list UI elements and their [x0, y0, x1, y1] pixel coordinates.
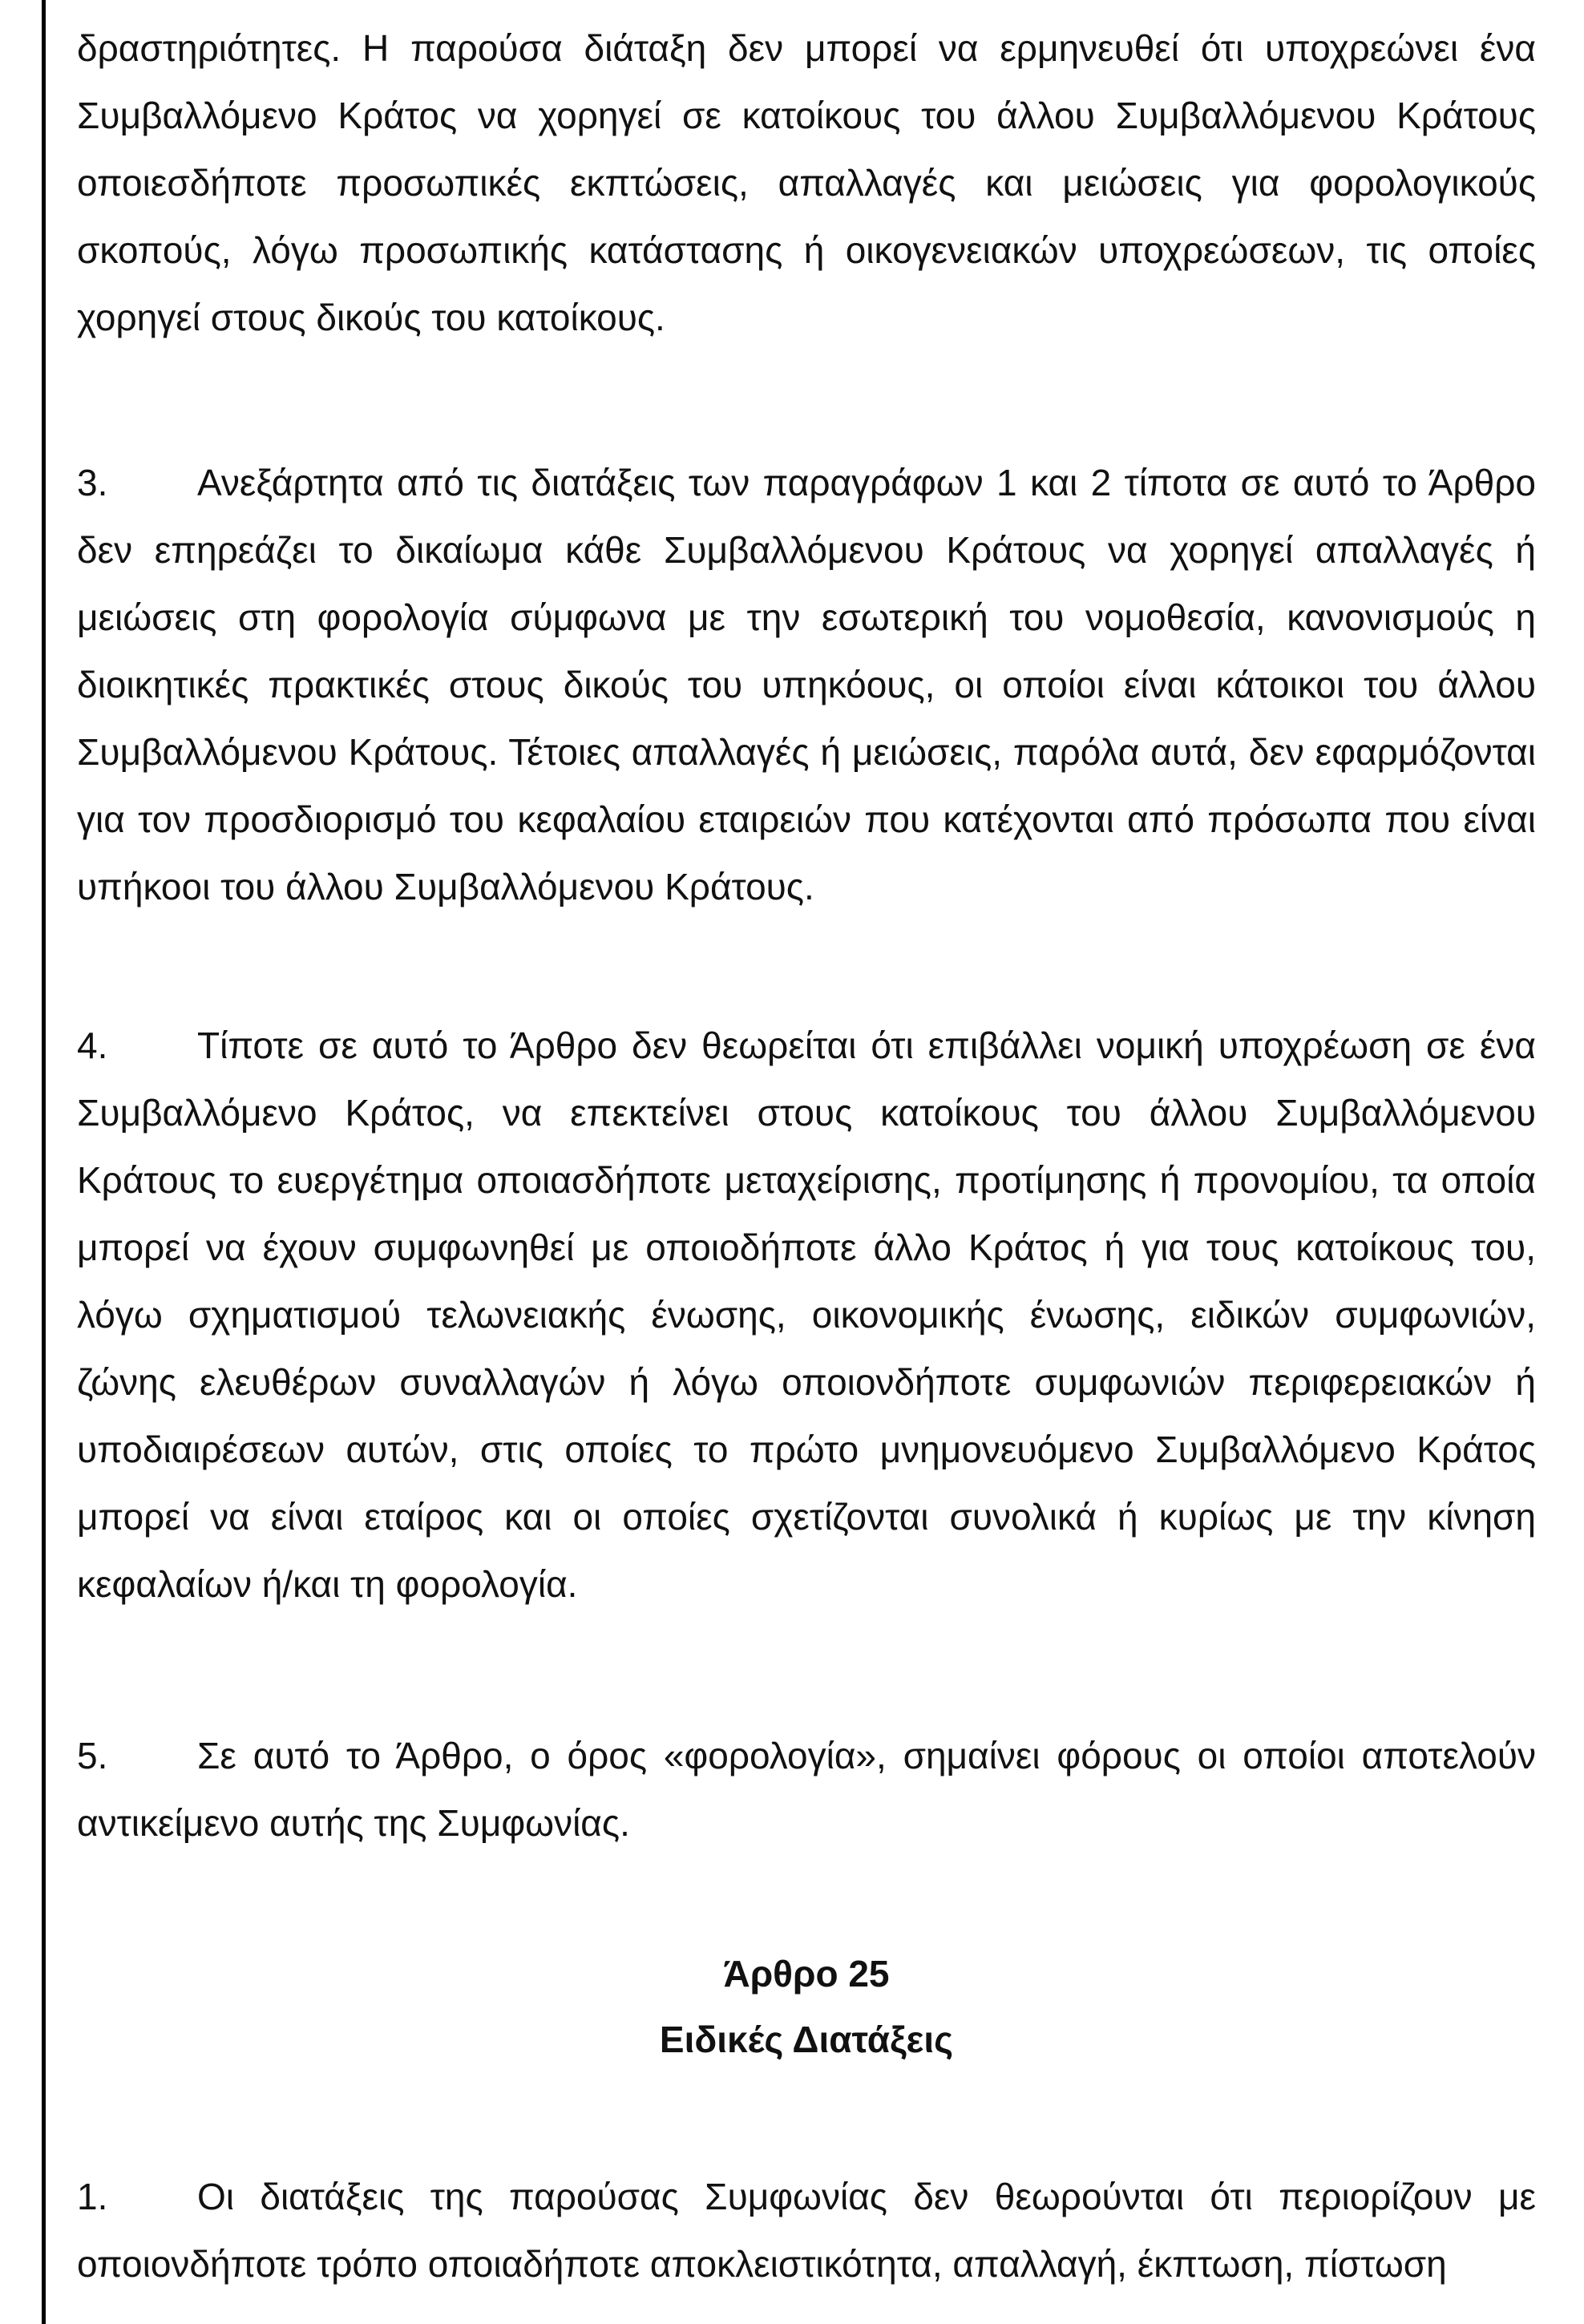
paragraph-4-text: Τίποτε σε αυτό το Άρθρο δεν θεωρείται ότι επιβάλλει νομική υποχρέωση σε ένα Συμβαλλόμενο Κράτος, να επεκτείνει στους κατοίκους του άλλου Συμβαλλόμενου Κράτους το ευεργέτημα οποιασδήποτε μεταχείρισης, προτίμησης ή προνομίου, τα οποία μπορεί να έχουν συμφωνηθεί με οποιοδήποτε άλλο Κράτος ή για τους κατοίκους του, λόγω σχηματισμού τελωνειακής ένωσης, οικονομικής ένωσης, ειδικών συμφωνιών, ζώνης ελευθέρων συναλλαγών ή λόγω οποιονδήποτε συμφωνιών περιφερειακών ή υποδιαιρέσεων αυτών, στις οποίες το πρώτο μνημονευόμενο Συμβαλλόμενο Κράτος μπορεί να είναι εταίρος και οι οποίες σχετίζονται συνολικά ή κυρίως με την κίνηση κεφαλαίων ή/και τη φορολογία. [77, 1025, 1536, 1605]
intro-paragraph [77, 14, 1536, 351]
paragraph-5 [77, 1722, 1536, 1857]
article-title: Άρθρο 25 [723, 1953, 890, 1995]
intro-paragraph-text: δραστηριότητες. Η παρούσα διάταξη δεν μπορεί να ερμηνευθεί ότι υποχρεώνει ένα Συμβαλλόμενο Κράτος να χορηγεί σε κατοίκους του άλλου Συμβαλλόμενου Κράτους οποιεσδήποτε προσωπικές εκπτώσεις, απαλλαγές και μειώσεις για φορολογικούς σκοπούς, λόγω προσωπικής κατάστασης ή οικογενειακών υποχρεώσεων, τις οποίες χορηγεί στους δικούς του κατοίκους. [77, 27, 1536, 338]
article-subtitle: Ειδικές Διατάξεις [659, 2019, 954, 2060]
left-margin-rule [42, 0, 46, 2324]
paragraph-3-number: 3. [77, 462, 108, 503]
article-25-paragraph-1 [77, 2163, 1536, 2298]
paragraph-3-text: Ανεξάρτητα από τις διατάξεις των παραγράφων 1 και 2 τίποτα σε αυτό το Άρθρο δεν επηρεάζει το δικαίωμα κάθε Συμβαλλόμενου Κράτους να χορηγεί απαλλαγές ή μειώσεις στη φορολογία σύμφωνα με την εσωτερική του νομοθεσία, κανονισμούς η διοικητικές πρακτικές στους δικούς του υπηκόους, οι οποίοι είναι κάτοικοι του άλλου Συμβαλλόμενου Κράτους. Τέτοιες απαλλαγές ή μειώσεις, παρόλα αυτά, δεν εφαρμόζονται για τον προσδιορισμό του κεφαλαίου εταιρειών που κατέχονται από πρόσωπα που είναι υπήκοοι του άλλου Συμβαλλόμενου Κράτους. [77, 462, 1536, 907]
article-25-paragraph-1-number: 1. [77, 2176, 108, 2217]
paragraph-4-number: 4. [77, 1025, 108, 1066]
paragraph-5-number: 5. [77, 1735, 108, 1776]
paragraph-3 [77, 449, 1536, 920]
paragraph-4 [77, 1012, 1536, 1618]
article-25-paragraph-1-text: Οι διατάξεις της παρούσας Συμφωνίας δεν θεωρούνται ότι περιορίζουν με οποιονδήποτε τρόπο οποιαδήποτε αποκλειστικότητα, απαλλαγή, έκπτωση, πίστωση [77, 2176, 1536, 2285]
paragraph-5-text: Σε αυτό το Άρθρο, ο όρος «φορολογία», σημαίνει φόρους οι οποίοι αποτελούν αντικείμενο αυτής της Συμφωνίας. [77, 1735, 1536, 1844]
